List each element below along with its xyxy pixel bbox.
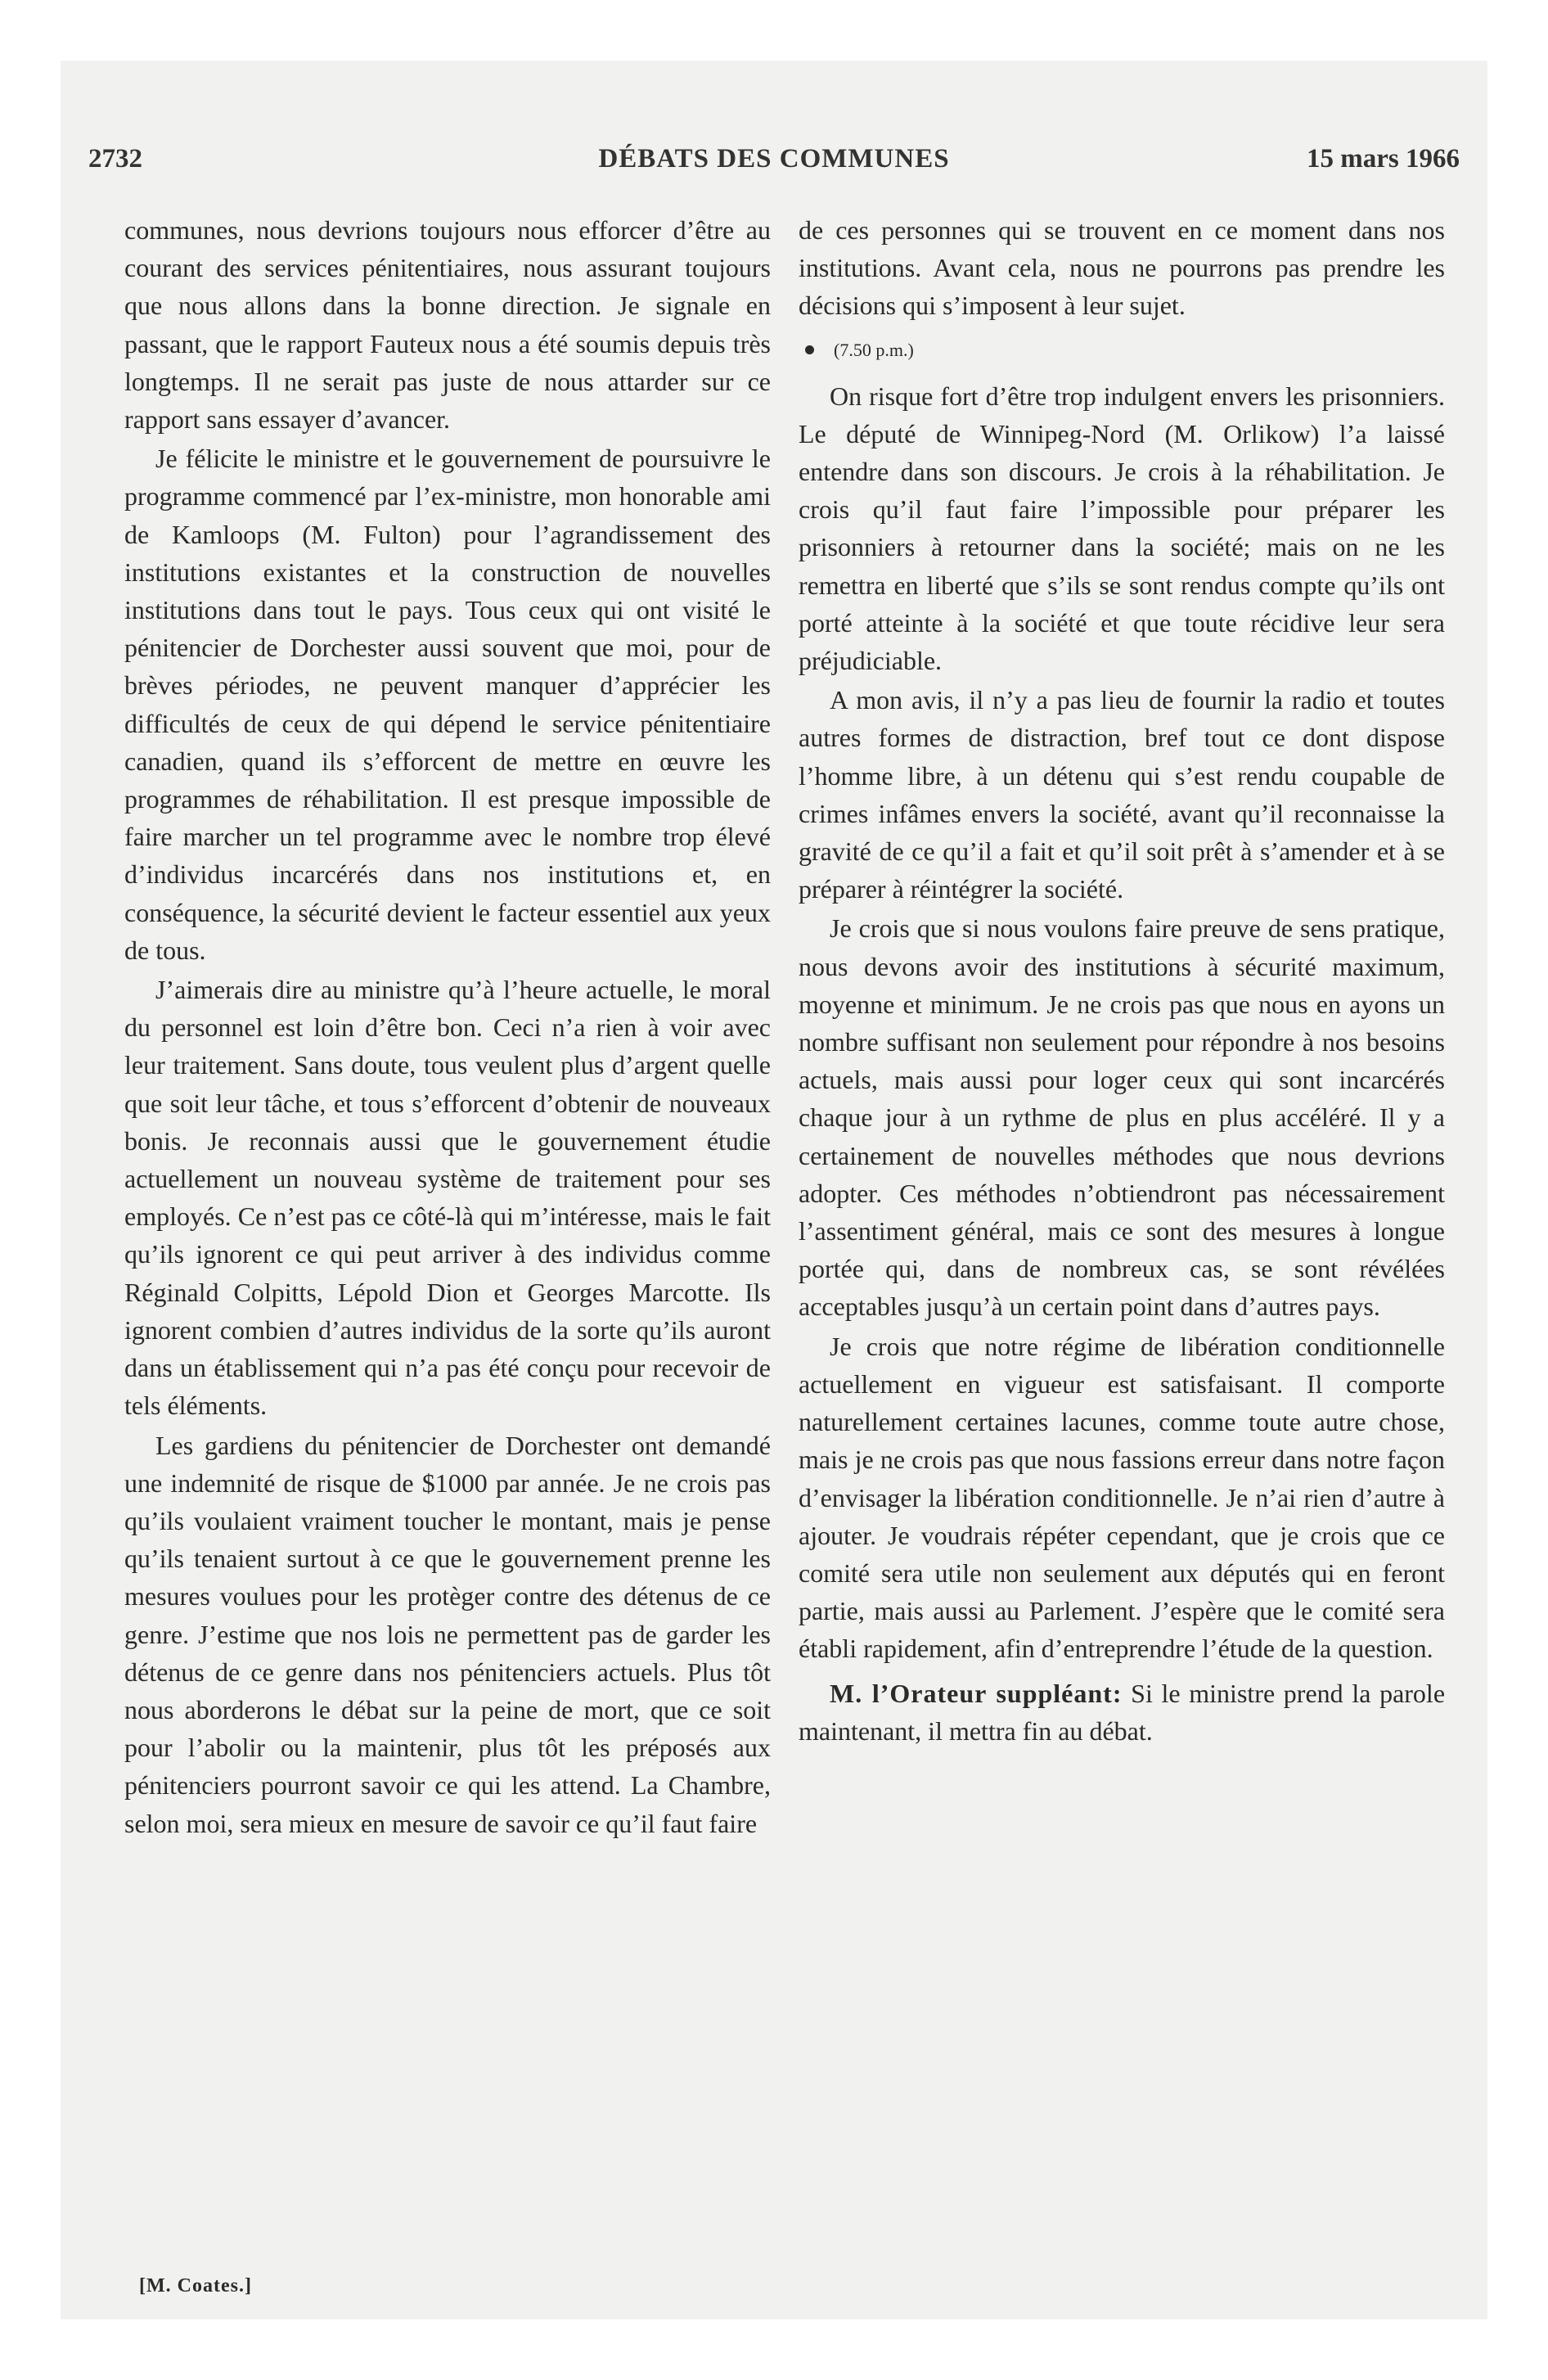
timestamp [799, 331, 1445, 369]
speaker-name: M. l’Orateur suppléant: [830, 1678, 1123, 1708]
page-title: DÉBATS DES COMMUNES [598, 144, 950, 174]
paragraph: J’aimerais dire au ministre qu’à l’heure actuelle, le moral du personnel est loin d’être bon. Ceci n’a rien à voir avec leur traitement. Sans doute, tous veulent plus d’argent quelle que soit leur tâche, et tous s’efforcent d’obtenir de nouveaux bonis. Je reconnais aussi que le gouvernement étudie actuellement un nouveau système de traitement pour ses employés. Ce n’est pas ce côté-là qui m’intéresse, mais le fait qu’ils ignorent ce qui peut arriver à des individus comme Réginald Colpitts, Lépold Dion et Georges Marcotte. Ils ignorent combien d’autres individus de la sorte qu’ils auront dans un établissement qui n’a pas été conçu pour recevoir de tels éléments. [124, 975, 771, 1421]
page-header [88, 144, 1460, 185]
paragraph: de ces personnes qui se trouvent en ce moment dans nos institutions. Avant cela, nous ne pourrons pas prendre les décisions qui s’imposent à leur sujet. [799, 215, 1445, 321]
closing-text: Si le ministre prend la parole maintenant, il mettra fin au débat. [799, 1678, 1446, 1746]
paragraph: Les gardiens du pénitencier de Dorchester ont demandé une indemnité de risque de $1000 par année. Je ne crois pas qu’ils voulaient vraiment toucher le montant, mais je pense qu’ils tenaient surtout à ce que le gouvernement prenne les mesures voulues pour les protèger contre des détenus de ce genre. J’estime que nos lois ne permettent pas de garder les détenus de ce genre dans nos pénitenciers actuels. Plus tôt nous aborderons le débat sur la peine de mort, que ce soit pour l’abolir ou la maintenir, plus tôt les préposés aux pénitenciers pourront savoir ce qui les attend. La Chambre, selon moi, sera mieux en mesure de savoir ce qu’il faut faire [124, 1430, 771, 1838]
page-date: 15 mars 1966 [1307, 144, 1460, 174]
paragraph: Je crois que notre régime de libération conditionnelle actuellement en vigueur est satisfaisant. Il comporte naturellement certaines lacunes, comme toute autre chose, mais je ne crois pas que nous fassions erreur dans notre façon d’envisager la libération conditionnelle. Je n’ai rien d’autre à ajouter. Je voudrais répéter cependant, que je crois que ce comité sera utile non seulement aux députés qui en feront partie, mais aussi au Parlement. J’espère que le comité sera établi rapidement, afin d’entreprendre l’étude de la question. [799, 1331, 1445, 1664]
paragraph: Je félicite le ministre et le gouvernement de poursuivre le programme commencé par l’ex-ministre, mon honorable ami de Kamloops (M. Fulton) pour l’agrandissement des institutions existantes et la construction de nouvelles institutions dans tout le pays. Tous ceux qui ont visité le pénitencier de Dorchester aussi souvent que moi, pour de brèves périodes, ne peuvent manquer d’apprécier les difficultés de ceux de qui dépend le service pénitentiaire canadien, quand ils s’efforcent de mettre en œuvre les programmes de réhabilitation. Il est presque impossible de faire marcher un tel programme avec le nombre trop élevé d’individus incarcérés dans nos institutions et, en conséquence, la sécurité devient le facteur essentiel aux yeux de tous. [124, 444, 771, 965]
paragraph: A mon avis, il n’y a pas lieu de fournir la radio et toutes autres formes de distraction, bref tout ce dont dispose l’homme libre, à un détenu qui s’est rendu coupable de crimes infâmes envers la société, avant qu’il reconnaisse la gravité de ce qu’il a fait et qu’il soit prêt à s’amender et à se préparer à réintégrer la société. [799, 685, 1445, 904]
bullet-icon [805, 345, 814, 354]
paragraph: Je crois que si nous voulons faire preuve de sens pratique, nous devons avoir des institutions à sécurité maximum, moyenne et minimum. Je ne crois pas que nous en ayons un nombre suffisant non seulement pour répondre à nos besoins actuels, mais aussi pour loger ceux qui sont incarcérés chaque jour à un rythme de plus en plus accéléré. Il y a certainement de nouvelles méthodes que nous devrions adopter. Ces méthodes n’obtiendront pas nécessairement l’assentiment général, mais ce sont des mesures à longue portée qui, dans de nombreux cas, se sont révélées acceptables jusqu’à un certain point dans d’autres pays. [799, 913, 1445, 1322]
left-column [124, 211, 771, 1844]
closing-paragraph [799, 1675, 1445, 1750]
speaker-tag: [M. Coates.] [139, 2275, 252, 2297]
paragraph: On risque fort d’être trop indulgent envers les prisonniers. Le député de Winnipeg-Nord (M. Orlikow) l’a laissé entendre dans son discours. Je crois à la réhabilitation. Je crois qu’il faut faire l’impossible pour préparer les prisonniers à retourner dans la société; mais on ne les remettra en liberté que s’ils se sont rendus compte qu’ils ont porté atteinte à la société et que toute récidive leur sera préjudiciable. [799, 381, 1445, 676]
page-number: 2732 [88, 144, 142, 174]
paragraph: communes, nous devrions toujours nous efforcer d’être au courant des services pénitentiaires, nous assurant toujours que nous allons dans la bonne direction. Je signale en passant, que le rapport Fauteux nous a été soumis depuis très longtemps. Il ne serait pas juste de nous attarder sur ce rapport sans essayer d’avancer. [124, 215, 771, 435]
timestamp-text: (7.50 p.m.) [834, 339, 914, 360]
right-column [799, 211, 1445, 1751]
